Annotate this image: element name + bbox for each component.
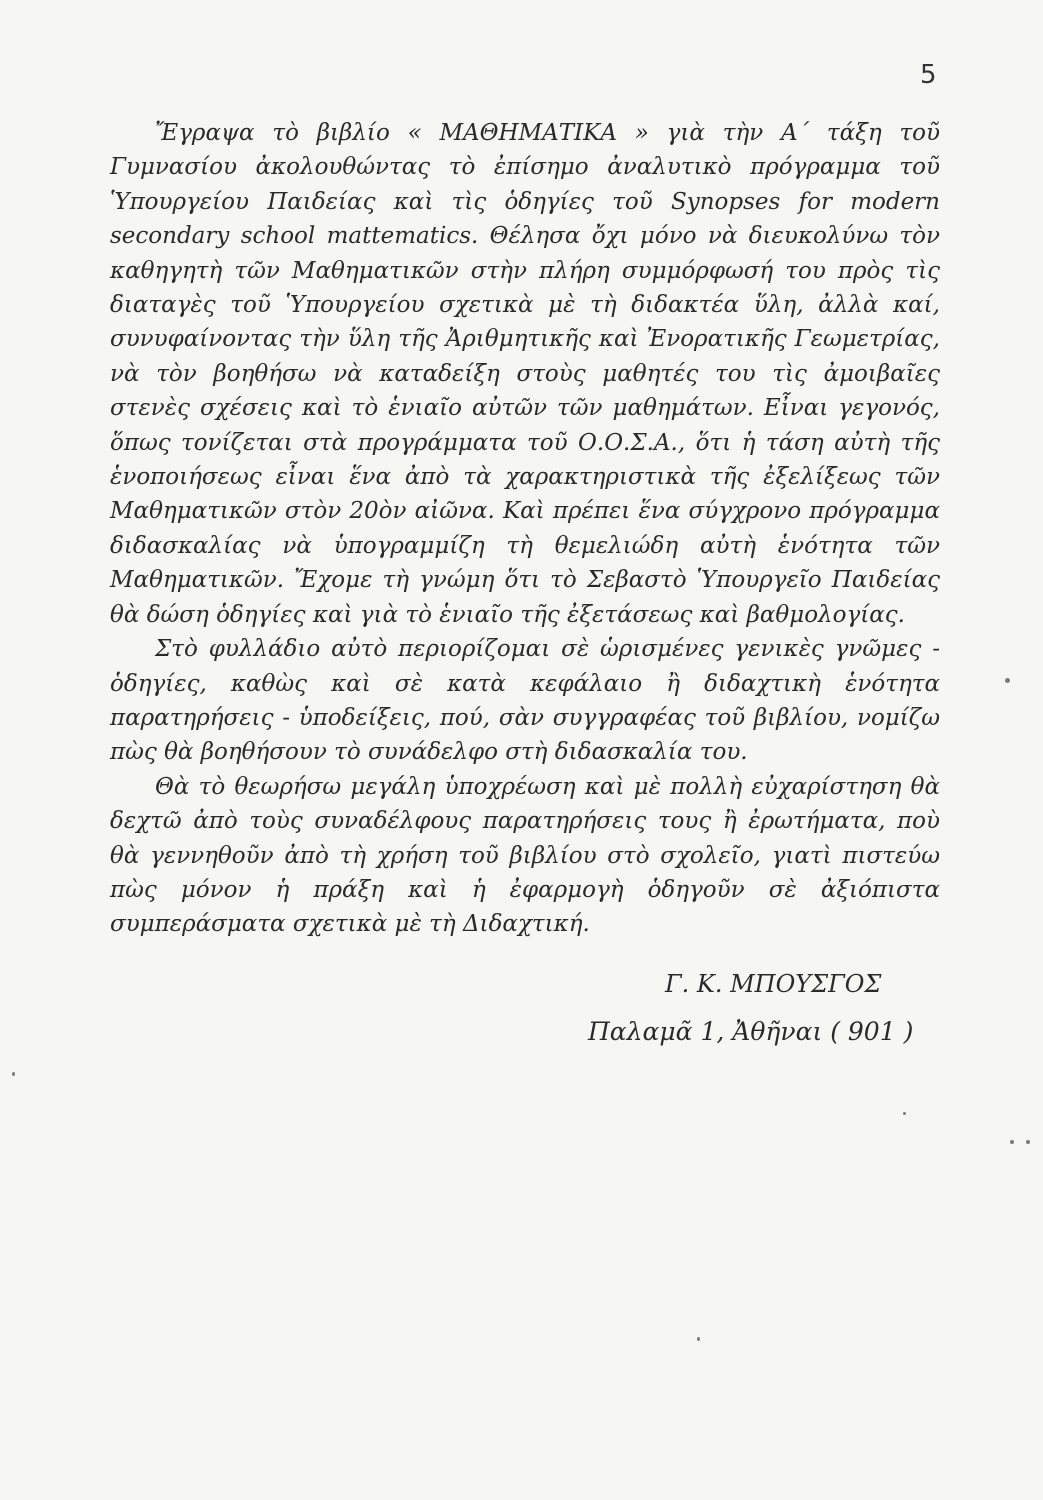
scan-speck (1026, 1140, 1030, 1144)
preface-body (110, 116, 940, 942)
author-name: Γ. Κ. ΜΠΟΥΣΓΟΣ (665, 970, 882, 998)
scan-speck (1005, 678, 1010, 683)
page-number: 5 (920, 60, 937, 90)
scan-speck (1010, 1140, 1014, 1144)
author-address: Παλαμᾶ 1, Ἀθῆναι ( 901 ) (588, 1017, 914, 1046)
scan-speck (697, 1337, 700, 1341)
scan-speck (12, 1072, 15, 1076)
scan-speck (903, 1112, 906, 1115)
paragraph-1: Ἔγραψα τὸ βιβλίο « ΜΑΘΗΜΑΤΙΚΑ » γιὰ τὴν Α΄ τάξη τοῦ Γυμνασίου ἀκολουθώντας τὸ ἐπίσημο ἀναλυτικὸ πρόγραμμα τοῦ Ὑπουργείου Παιδείας καὶ τὶς ὁδηγίες τοῦ Synopses for modern secondary school mattematics. Θέλησα ὄχι μόνο νὰ διευκολύνω τὸν καθηγητὴ τῶν Μαθηματικῶν στὴν πλήρη συμμόρφωσή του πρὸς τὶς διαταγὲς τοῦ Ὑπουργείου σχετικὰ μὲ τὴ διδακτέα ὕλη, ἀλλὰ καί, συνυφαίνοντας τὴν ὕλη τῆς Ἀριθμητικῆς καὶ Ἐνορατικῆς Γεωμετρίας, νὰ τὸν βοηθήσω νὰ καταδείξη στοὺς μαθητές του τὶς ἀμοιβαῖες στενὲς σχέσεις καὶ τὸ ἑνιαῖο αὐτῶν τῶν μαθημάτων. Εἶναι γεγονός, ὅπως τονίζεται στὰ προγράμματα τοῦ Ο.Ο.Σ.Α., ὅτι ἡ τάση αὐτὴ τῆς ἑνοποιήσεως εἶναι ἕνα ἀπὸ τὰ χαρακτηριστικὰ τῆς ἐξελίξεως τῶν Μαθηματικῶν στὸν 20ὸν αἰῶνα. Καὶ πρέπει ἕνα σύγχρονο πρόγραμμα διδασκαλίας νὰ ὑπογραμμίζη τὴ θεμελιώδη αὐτὴ ἑνότητα τῶν Μαθηματικῶν. Ἔχομε τὴ γνώμη ὅτι τὸ Σεβαστὸ Ὑπουργεῖο Παιδείας θὰ δώση ὁδηγίες καὶ γιὰ τὸ ἑνιαῖο τῆς ἐξετάσεως καὶ βαθμολογίας. (110, 120, 940, 628)
paragraph-3: Θὰ τὸ θεωρήσω μεγάλη ὑποχρέωση καὶ μὲ πολλὴ εὐχαρίστηση θὰ δεχτῶ ἀπὸ τοὺς συναδέλφους παρατηρήσεις τους ἢ ἐρωτήματα, ποὺ θὰ γεννηθοῦν ἀπὸ τὴ χρήση τοῦ βιβλίου στὸ σχολεῖο, γιατὶ πιστεύω πὼς μόνον ἡ πράξη καὶ ἡ ἐφαρμογὴ ὁδηγοῦν σὲ ἀξιόπιστα συμπεράσματα σχετικὰ μὲ τὴ Διδαχτική. (110, 773, 940, 938)
signature-block (560, 960, 940, 1056)
paragraph-2: Στὸ φυλλάδιο αὐτὸ περιορίζομαι σὲ ὡρισμένες γενικὲς γνῶμες - ὁδηγίες, καθὼς καὶ σὲ κατὰ κεφάλαιο ἢ διδαχτικὴ ἑνότητα παρατηρήσεις - ὑποδείξεις, πού, σὰν συγγραφέας τοῦ βιβλίου, νομίζω πὼς θὰ βοηθήσουν τὸ συνάδελφο στὴ διδασκαλία του. (110, 636, 940, 766)
